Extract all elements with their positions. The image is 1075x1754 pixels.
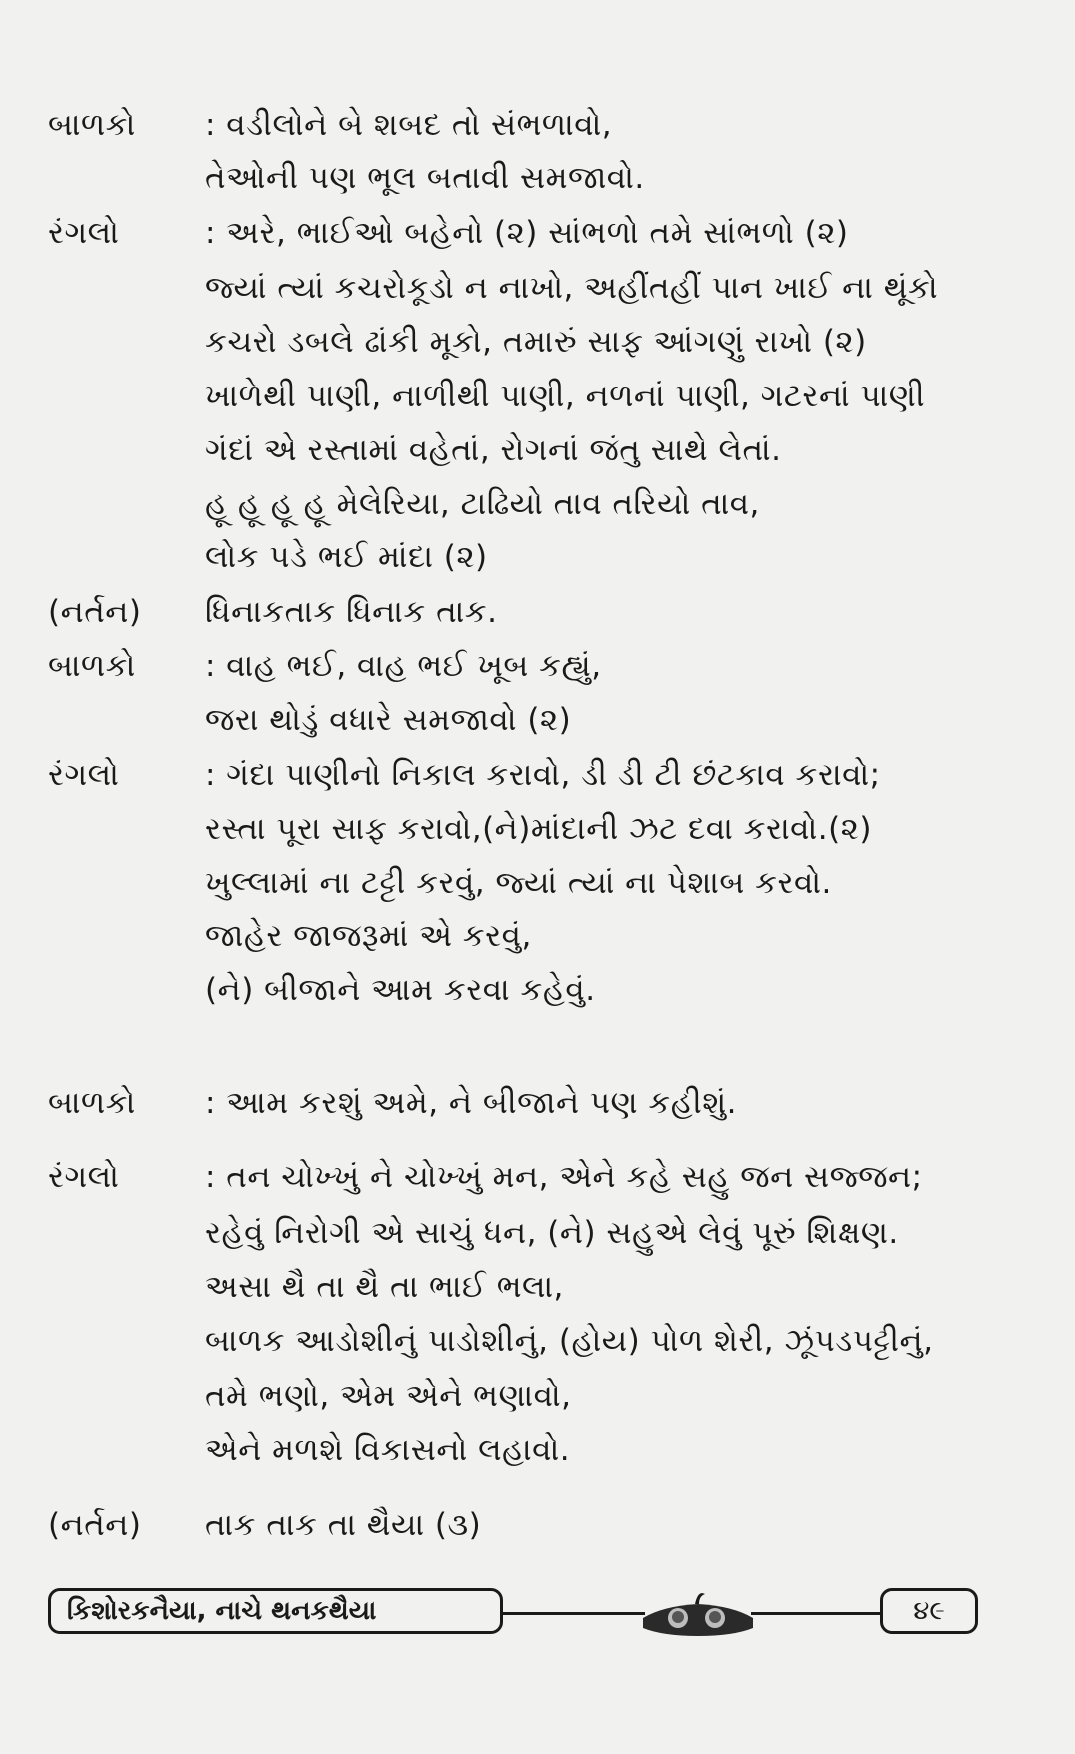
- dialogue-line: રહેવું નિરોગી એ સાચું ધન, (ને) સહુએ લેવું પૂરું શિક્ષણ.: [205, 1215, 899, 1251]
- speaker-label: રંગલો: [48, 215, 120, 251]
- dialogue-line: ગંદાં એ રસ્તામાં વહેતાં, રોગનાં જંતુ સાથે લેતાં.: [205, 432, 782, 468]
- dialogue-line: હૂ હૂ હૂ હૂ મેલેરિયા, ટાઢિયો તાવ તરિયો તાવ,: [205, 486, 760, 522]
- dialogue-line: : વડીલોને બે શબદ તો સંભળાવો,: [205, 107, 613, 143]
- dialogue-line: જાહેર જાજરૂમાં એ કરવું,: [205, 918, 532, 954]
- dialogue-line: ખુલ્લામાં ના ટટ્ટી કરવું, જ્યાં ત્યાં ના પેશાબ કરવો.: [205, 865, 832, 901]
- dialogue-line: : આમ કરશું અમે, ને બીજાને પણ કહીશું.: [205, 1085, 737, 1121]
- speaker-label: બાળકો: [48, 648, 136, 684]
- speaker-label: બાળકો: [48, 1085, 136, 1121]
- dialogue-line: એને મળશે વિકાસનો લહાવો.: [205, 1432, 571, 1468]
- page-number: ૪૯: [880, 1588, 978, 1634]
- speaker-label: બાળકો: [48, 107, 136, 143]
- speaker-label: (નર્તન): [48, 594, 142, 630]
- dialogue-line: કચરો ડબલે ઢાંકી મૂકો, તમારું સાફ આંગણું રાખો (૨): [205, 324, 867, 360]
- dialogue-line: તેઓની પણ ભૂલ બતાવી સમજાવો.: [205, 160, 645, 196]
- dialogue-line: રસ્તા પૂરા સાફ કરાવો,(ને)માંદાની ઝટ દવા કરાવો.(૨): [205, 811, 872, 847]
- book-title: કિશોરકનૈયા, નાચે થનકથૈયા: [48, 1588, 503, 1634]
- speaker-label: રંગલો: [48, 1159, 120, 1195]
- dialogue-line: લોક પડે ભઈ માંદા (૨): [205, 539, 488, 575]
- dialogue-line: ખાળેથી પાણી, નાળીથી પાણી, નળનાં પાણી, ગટરનાં પાણી: [205, 378, 926, 414]
- dialogue-line: : અરે, ભાઈઓ બહેનો (૨) સાંભળો તમે સાંભળો (૨): [205, 215, 849, 251]
- dialogue-line: (ને) બીજાને આમ કરવા કહેવું.: [205, 972, 596, 1008]
- dialogue-line: : તન ચોખ્ખું ને ચોખ્ખું મન, એને કહે સહુ જન સજ્જન;: [205, 1159, 923, 1195]
- speaker-label: (નર્તન): [48, 1507, 142, 1543]
- dialogue-line: અસા થૈ તા થૈ તા ભાઈ ભલા,: [205, 1269, 564, 1305]
- dialogue-line: તાક તાક તા થૈયા (૩): [205, 1507, 482, 1543]
- dialogue-line: : ગંદા પાણીનો નિકાલ કરાવો, ડી ડી ટી છંટકાવ કરાવો;: [205, 757, 881, 793]
- footer-rule: [763, 1612, 880, 1615]
- dialogue-line: જ્યાં ત્યાં કચરોકૂડો ન નાખો, અહીંતહીં પાન ખાઈ ના થૂંકો: [205, 270, 939, 306]
- speaker-label: રંગલો: [48, 757, 120, 793]
- dialogue-line: ધિનાકતાક ધિનાક તાક.: [205, 594, 498, 630]
- dancers-emblem-icon: [633, 1588, 763, 1640]
- dialogue-line: બાળક આડોશીનું પાડોશીનું, (હોય) પોળ શેરી, ઝૂંપડપટ્ટીનું,: [205, 1323, 934, 1359]
- dialogue-line: : વાહ ભઈ, વાહ ભઈ ખૂબ કહ્યું,: [205, 648, 602, 684]
- dialogue-line: તમે ભણો, એમ એને ભણાવો,: [205, 1378, 572, 1414]
- page-footer: [48, 1588, 978, 1640]
- dialogue-line: જરા થોડું વધારે સમજાવો (૨): [205, 702, 572, 738]
- footer-rule: [503, 1612, 633, 1615]
